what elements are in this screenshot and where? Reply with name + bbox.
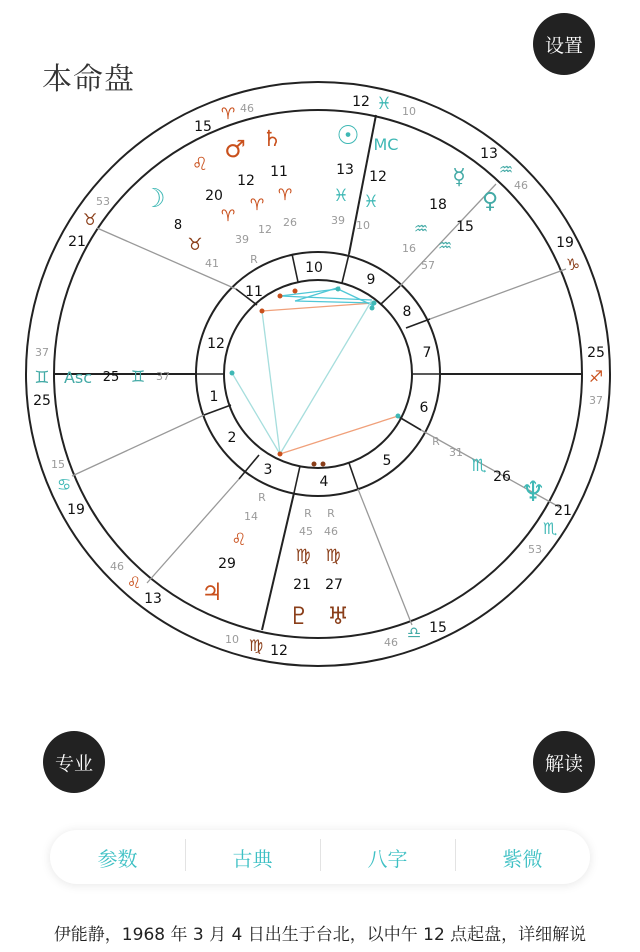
sun-deg: 13 xyxy=(336,162,354,178)
neptune-min: 31 xyxy=(449,446,463,459)
house-1-label: 1 xyxy=(209,389,219,405)
cusp-12-min: 46 xyxy=(240,102,254,115)
house-7-label: 7 xyxy=(422,345,432,361)
cusp-8-deg: 21 xyxy=(554,503,572,519)
moon-deg: 20 xyxy=(205,188,223,204)
cusp-2-min: 15 xyxy=(51,458,65,471)
venus-icon: ♀ xyxy=(481,189,499,214)
house-12-label: 12 xyxy=(207,336,225,352)
mc-deg-inner: 12 xyxy=(369,169,387,185)
neptune-icon: ♆ xyxy=(520,475,546,508)
cusp-5-min: 10 xyxy=(225,633,239,646)
house-2-label: 2 xyxy=(227,430,237,446)
tab-parameters[interactable]: 参数 xyxy=(97,846,138,871)
house-10-label: 10 xyxy=(305,260,323,276)
pluto-icon: ♇ xyxy=(288,602,310,630)
saturn-min: 12 xyxy=(258,223,272,236)
cusp-12-deg: 15 xyxy=(194,119,212,135)
aquarius-cusp-icon: ♒ xyxy=(498,160,514,179)
aries-icon-saturn1: ♈ xyxy=(249,195,265,214)
pro-button[interactable]: 专业 xyxy=(43,731,105,793)
pluto-min: 45 xyxy=(299,525,313,538)
cusp-7-deg: 25 xyxy=(587,345,605,361)
page-title: 本命盘 xyxy=(42,62,135,97)
saturn-icon: ♄ xyxy=(262,127,282,152)
taurus-icon: ♉ xyxy=(187,235,203,255)
moon-min2: 41 xyxy=(205,257,219,270)
tab-bazi[interactable]: 八字 xyxy=(320,843,455,872)
mars-min: 39 xyxy=(235,233,249,246)
cusp-6-deg: 15 xyxy=(429,620,447,636)
mars-deg: 12 xyxy=(237,173,255,189)
asc-label: Asc xyxy=(63,368,93,387)
house-9-label: 9 xyxy=(366,272,376,288)
leo-jupiter-icon: ♌ xyxy=(231,530,247,550)
moon-icon: ☽ xyxy=(142,184,166,214)
uranus-icon: ♅ xyxy=(327,602,349,630)
pluto-deg: 21 xyxy=(293,577,311,593)
sun-icon: ☉ xyxy=(336,121,360,151)
asc-deg: 25 xyxy=(102,370,120,385)
mercury-icon: ☿ xyxy=(452,165,466,190)
uranus-deg: 27 xyxy=(325,577,343,593)
asc-min: 37 xyxy=(156,370,170,383)
aspect-dots xyxy=(227,287,401,467)
house-5-label: 5 xyxy=(382,453,392,469)
neptune-rx: R xyxy=(432,435,440,448)
pisces-mc-inner-icon: ♓ xyxy=(363,192,379,212)
cusp-4-min: 46 xyxy=(110,560,124,573)
cusp-7-min: 37 xyxy=(589,394,603,407)
uranus-min: 46 xyxy=(324,525,338,538)
sagittarius-icon: ♐ xyxy=(588,367,604,386)
leo-icon: ♌ xyxy=(126,573,142,592)
caption-text: 伊能静，1968 年 3 月 4 日出生于台北，以中午 12 点起盘，详细解说 xyxy=(53,925,587,945)
leo-sign-icon: ♌ xyxy=(191,154,209,175)
virgo-icon: ♍ xyxy=(248,636,264,655)
aries-cusp-icon: ♈ xyxy=(220,104,236,123)
pisces-mc-icon: ♓ xyxy=(376,94,392,114)
tab-ziwei[interactable]: 紫微 xyxy=(455,843,590,872)
interpret-button[interactable]: 解读 xyxy=(533,731,595,793)
jupiter-min: 14 xyxy=(244,510,258,523)
taurus-cusp-icon: ♉ xyxy=(82,210,98,229)
mc-label: MC xyxy=(373,135,399,154)
mars-icon: ♂ xyxy=(224,135,246,163)
scorpio-cusp-icon: ♏ xyxy=(542,519,558,538)
cusp-8-min: 53 xyxy=(528,543,542,556)
venus-min: 57 xyxy=(421,259,435,272)
sun-min: 39 xyxy=(331,214,345,227)
virgo-uranus-icon: ♍ xyxy=(325,546,341,566)
scorpio-icon: ♏ xyxy=(471,456,487,476)
jupiter-deg: 29 xyxy=(218,556,236,572)
pisces-sun-icon: ♓ xyxy=(333,186,349,206)
cusp-4-deg: 13 xyxy=(144,591,162,607)
cusp-10-min: 46 xyxy=(514,179,528,192)
venus-deg: 15 xyxy=(456,219,474,235)
mc-min-inner: 10 xyxy=(356,219,370,232)
cusp-11-deg: 21 xyxy=(68,234,86,250)
aquarius-mercury-icon: ♒ xyxy=(413,219,429,238)
pluto-rx: R xyxy=(304,507,312,520)
cusp-11-min: 53 xyxy=(96,195,110,208)
cusp-6-min: 46 xyxy=(384,636,398,649)
aries-icon-saturn2: ♈ xyxy=(277,185,293,204)
mc-deg: 12 xyxy=(352,94,370,110)
cusp-1-deg: 25 xyxy=(33,393,51,409)
aries-icon-mars: ♈ xyxy=(220,206,236,225)
cusp-5-deg: 12 xyxy=(270,643,288,659)
aquarius-venus-icon: ♒ xyxy=(437,236,453,255)
jupiter-rx: R xyxy=(258,491,266,504)
inner-ring xyxy=(224,280,412,468)
moon-deg2: 8 xyxy=(173,218,183,233)
mercury-deg: 18 xyxy=(429,197,447,213)
saturn-rx: R xyxy=(250,253,258,266)
saturn-min2: 26 xyxy=(283,216,297,229)
neptune-deg: 26 xyxy=(493,469,511,485)
uranus-rx: R xyxy=(327,507,335,520)
libra-icon: ♎ xyxy=(406,623,422,642)
cusp-1-min: 37 xyxy=(35,346,49,359)
gemini-icon: ♊ xyxy=(34,368,50,388)
mc-min: 10 xyxy=(402,105,416,118)
mercury-min: 16 xyxy=(402,242,416,255)
house-8-label: 8 xyxy=(402,304,412,320)
settings-button[interactable]: 设置 xyxy=(533,13,595,75)
jupiter-icon: ♃ xyxy=(201,578,223,606)
house-3-label: 3 xyxy=(263,462,273,478)
cusp-10-deg: 13 xyxy=(480,146,498,162)
aspect-lines xyxy=(232,287,398,454)
capricorn-icon: ♑ xyxy=(565,255,581,274)
house-6-label: 6 xyxy=(419,400,429,416)
cusp-3-deg: 19 xyxy=(67,502,85,518)
house-11-label: 11 xyxy=(245,284,263,300)
cusp-9-deg: 19 xyxy=(556,235,574,251)
tab-bar xyxy=(50,830,590,884)
virgo-pluto-icon: ♍ xyxy=(295,546,311,566)
tab-classical[interactable]: 古典 xyxy=(185,843,320,872)
asc-sign-icon: ♊ xyxy=(130,367,146,386)
house-4-label: 4 xyxy=(319,474,329,490)
saturn-deg: 11 xyxy=(270,164,288,180)
cancer-icon: ♋ xyxy=(56,475,72,494)
